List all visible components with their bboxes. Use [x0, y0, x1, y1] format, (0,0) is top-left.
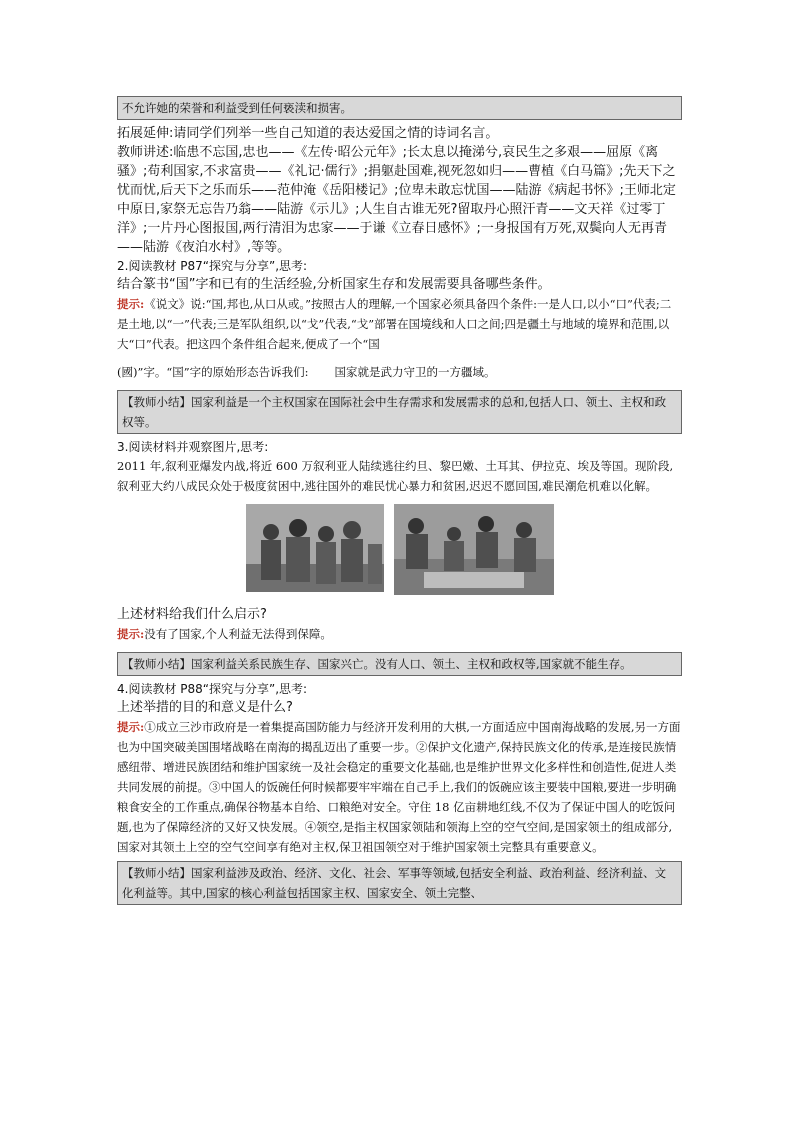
refugee-photo-1 — [246, 504, 384, 592]
question-3-title: 3.阅读材料并观察图片,思考: — [117, 440, 269, 454]
summary-box-4-text: 【教师小结】国家利益涉及政治、经济、文化、社会、军事等领域,包括安全利益、政治利益、经济利益、文化利益等。其中,国家的核心利益包括国家主权、国家安全、领土完整、 — [122, 866, 667, 900]
summary-box-1-text: 不允许她的荣誉和利益受到任何亵渎和损害。 — [122, 101, 352, 115]
question-2-hint — [117, 294, 682, 354]
summary-box-2-text: 【教师小结】国家利益是一个主权国家在国际社会中生存需求和发展需求的总和,包括人口、领土、主权和政权等。 — [122, 395, 667, 429]
summary-box-3 — [117, 652, 682, 676]
refugee-photos — [117, 504, 682, 595]
question-2-hint-text: 《说文》说:“国,邦也,从口从或。”按照古人的理解,一个国家必须具备四个条件:一是人口,以小“口”代表;二是土地,以“一”代表;三是军队组织,以“戈”代表,“戈”部署在国境线和人口之间;四是疆土与地域的境界和范围,以大“口”代表。把这四个条件组合起来,便成了一个“国 — [117, 297, 672, 351]
summary-box-1 — [117, 96, 682, 120]
extend-paragraph: 拓展延伸:请同学们列举一些自己知道的表达爱国之情的诗词名言。 — [117, 126, 499, 141]
question-3-question: 上述材料给我们什么启示? — [117, 607, 267, 622]
summary-box-3-text: 【教师小结】国家利益关系民族生存、国家兴亡。没有人口、领土、主权和政权等,国家就不能生存。 — [122, 657, 632, 671]
question-2-text: 结合篆书“国”字和已有的生活经验,分析国家生存和发展需要具备哪些条件。 — [117, 277, 551, 292]
question-3-hint-text: 没有了国家,个人利益无法得到保障。 — [144, 627, 332, 641]
teacher-talk-paragraph: 教师讲述:临患不忘国,忠也——《左传·昭公元年》;长太息以掩涕兮,哀民生之多艰——屈原《离骚》;苟利国家,不求富贵——《礼记·儒行》;捐躯赴国难,视死忽如归——曹植《白马篇》;先天下之忧而忧,后天下之乐而乐——范仲淹《岳阳楼记》;位卑未敢忘忧国——陆游《病起书怀》;王师北定中原日,家祭无忘告乃翁——陆游《示儿》;人生自古谁无死?留取丹心照汗青——文天祥《过零丁洋》;一片丹心图报国,两行清泪为忠家——于谦《立春日感怀》;一身报国有万死,双鬓向人无再青——陆游《夜泊水村》,等等。 — [117, 145, 676, 255]
question-4-hint-text: ①成立三沙市政府是一着集提高国防能力与经济开发利用的大棋,一方面适应中国南海战略的发展,另一方面也为中国突破美国围堵战略在南海的揭乱迈出了重要一步。②保护文化遗产,保持民族文化的传承,是连接民族情感纽带、增进民族团结和维护国家统一及社会稳定的重要文化基础,也是维护世界文化多样性和创造性,促进人类共同发展的前提。③中国人的饭碗任何时候都要牢牢端在自己手上,我们的饭碗应该主要装中国粮,要进一步明确粮食安全的工作重点,确保谷物基本自给、口粮绝对安全。守住 18 亿亩耕地红线,不仅为了保证中国人的吃饭问题,也为了保障经济的又好又快发展。④领空,是指主权国家领陆和领海上空的空气空间,是国家领土的组成部分,国家对其领土上空的空气空间享有绝对主权,保卫祖国领空对于维护国家领土完整具有重要意义。 — [117, 720, 681, 854]
question-2-hint-end — [117, 362, 682, 382]
summary-box-4 — [117, 861, 682, 905]
question-2-hint-end-a: (國)”字。“国”字的原始形态告诉我们: — [117, 365, 309, 379]
refugee-photo-2-image — [394, 504, 554, 595]
question-2-title: 2.阅读教材 P87“探究与分享”,思考: — [117, 259, 308, 273]
refugee-photo-1-image — [246, 504, 384, 592]
question-4-question: 上述举措的目的和意义是什么? — [117, 700, 293, 715]
summary-box-2 — [117, 390, 682, 434]
document-page — [117, 96, 682, 905]
hint-label: 提示: — [117, 720, 145, 734]
refugee-photo-2 — [394, 504, 554, 595]
hint-label: 提示: — [117, 297, 145, 311]
question-3-hint — [117, 624, 682, 644]
question-2-hint-end-b: 国家就是武力守卫的一方疆域。 — [334, 365, 496, 379]
question-3-material: 2011 年,叙利亚爆发内战,将近 600 万叙利亚人陆续逃往约旦、黎巴嫩、土耳其、伊拉克、埃及等国。现阶段,叙利亚大约八成民众处于极度贫困中,逃往国外的难民忧心暴力和贫困,迟迟不愿回国,难民潮危机难以化解。 — [117, 459, 674, 493]
question-4-hint — [117, 717, 682, 857]
hint-label: 提示: — [117, 627, 145, 641]
question-4-title: 4.阅读教材 P88“探究与分享”,思考: — [117, 682, 308, 696]
